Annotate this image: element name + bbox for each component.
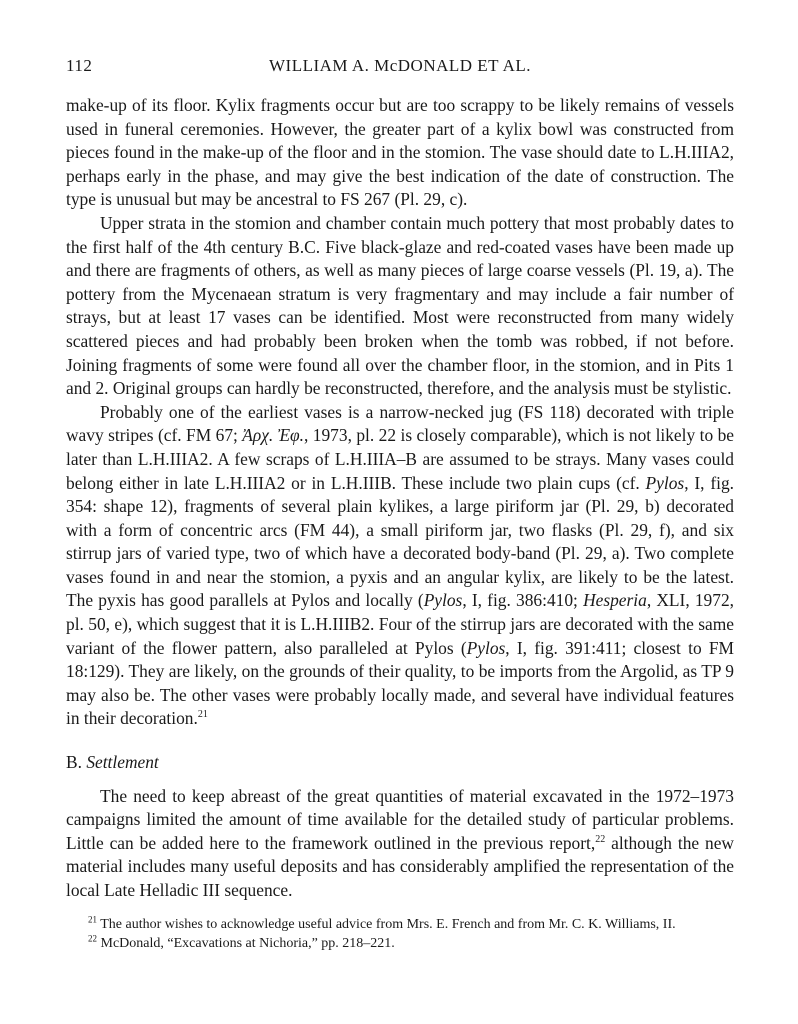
footnotes <box>66 915 734 953</box>
page-header <box>66 56 734 82</box>
section-title: Settlement <box>86 752 159 773</box>
page-number: 112 <box>66 56 93 75</box>
paragraph-1: make-up of its floor. Kylix fragments occur but are too scrappy to be likely remains of vessels used in funeral ceremonies. However, the greater part of a kylix bowl was constructed from pieces found in the make-up of the floor and in the stomion. The vase should date to L.H.IIIA2, perhaps early in the phase, and may give the best indication of the date of construction. The type is unusual but may be ancestral to FS 267 (Pl. 29, c). <box>66 95 734 210</box>
footnote-22: $^{22}$ McDonald, “Excavations at Nichoria,” pp. 218–221. <box>88 933 395 951</box>
running-head: WILLIAM A. McDONALD ET AL. <box>269 56 531 75</box>
citation-pylos: Pylos <box>645 472 685 493</box>
paragraph-2: Upper strata in the stomion and chamber contain much pottery that most probably dates to the first half of the 4th century B.C. Five black-glaze and red-coated vases have been made up and there are fragments of others, as well as many pieces of large coarse vessels (Pl. 19, a). The pottery from the Mycenaean stratum is very fragmentary and may include a fair number of strays, but at least 17 vases can be identified. Most were reconstructed from many widely scattered pieces and had probably been broken when the tomb was robbed, if not before. Joining fragments of some were found all over the chamber floor, in the stomion, and in Pits 1 and 2. Original groups can hardly be reconstructed, therefore, and the analysis must be stylistic. <box>66 212 734 399</box>
era-abbrev: B.C. <box>288 236 321 257</box>
citation-pylos: Pylos <box>423 590 463 611</box>
article-body <box>66 94 734 903</box>
footnote-ref-22[interactable]: 22 <box>595 834 606 846</box>
paragraph-3: Probably one of the earliest vases is a narrow-necked jug (FS 118) decorated with triple wavy stripes (cf. FM 67; Ἀρχ. Ἐφ., 1973, pl. 22 is closely comparable), which is not likely to be later than L.H.IIIA2. A few scraps of L.H.IIIA–B are assumed to be strays. Many vases could belong either in late L.H.IIIA2 or in L.H.IIIB. These include two plain cups (cf. Pylos, I, fig. 354: shape 12), fragments of several plain kylikes, a large piriform jar (Pl. 29, b) decorated with a form of concentric arcs (FM 44), a small piriform jar, two flasks (Pl. 29, f), and six stirrup jars of varied type, two of which have a decorated body-band (Pl. 29, a). Two complete vases found in and near the stomion, a pyxis and an angular kylix, are likely to be the latest. The pyxis has good parallels at Pylos and locally (Pylos, I, fig. 386:410; Hesperia, XLI, 1972, pl. 50, e), which suggest that it is L.H.IIIB2. Four of the stirrup jars are decorated with the same variant of the flower pattern, also paralleled at Pylos (Pylos, I, fig. 391:411; closest to FM 18:129). They are likely, on the grounds of their quality, to be imports from the Argolid, as TP 9 may also be. The other vases were probably locally made, and several have individual features in their decoration.$^{21}$ <box>66 401 735 729</box>
section-letter: B. <box>66 752 82 773</box>
citation-hesperia: Hesperia <box>583 590 647 611</box>
greek-citation: Ἀρχ. Ἐφ. <box>242 425 304 446</box>
footnote-21: $^{21}$ The author wishes to acknowledge useful advice from Mrs. E. French and from Mr. C. K. Williams, II. <box>88 914 676 932</box>
paragraph-4: The need to keep abreast of the great quantities of material excavated in the 1972–1973 campaigns limited the amount of time available for the detailed study of particular problems. Little can be added here to the framework outlined in the previous report,$^{22}$ although the new material includes many useful deposits and has considerably amplified the representation of the local Late Helladic III sequence. <box>66 785 734 900</box>
section-heading <box>66 751 734 775</box>
citation-pylos: Pylos <box>466 637 506 658</box>
footnote-ref-21[interactable]: 21 <box>197 709 208 721</box>
